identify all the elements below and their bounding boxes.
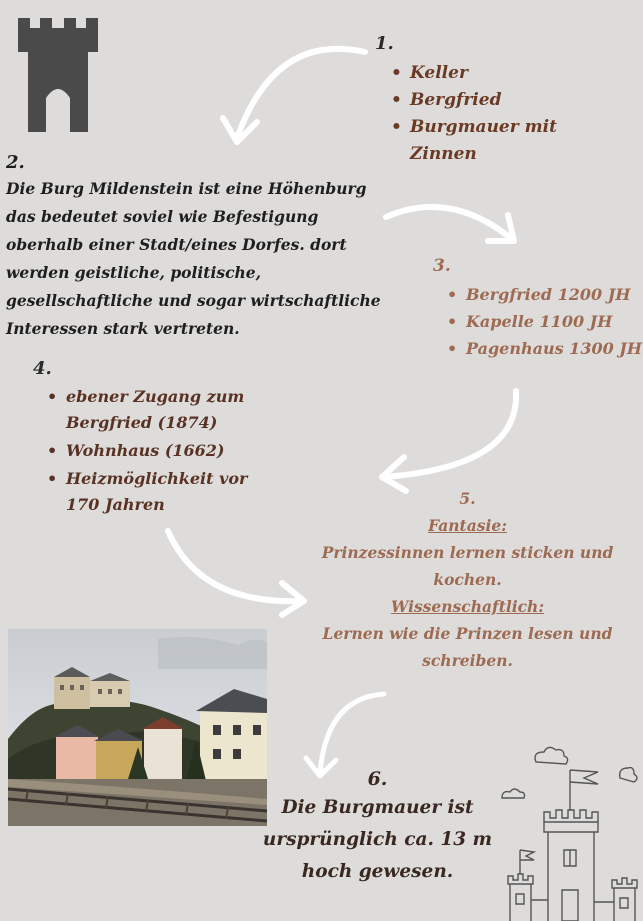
list-item: • Kapelle 1100 JH — [444, 308, 642, 335]
section-2 — [6, 152, 386, 343]
section-6-text: Die Burgmauer ist ursprünglich ca. 13 m hoch gewesen. — [262, 797, 493, 882]
list-item: • Wohnhaus (1662) — [44, 438, 334, 464]
curved-arrow-icon — [380, 195, 520, 255]
section-5 — [305, 485, 630, 674]
section-6 — [255, 768, 500, 888]
list-item: • Heizmöglichkeit vor 170 Jahren — [44, 466, 266, 518]
section-5-number: 5. — [459, 489, 476, 508]
section-2-text: Die Burg Mildenstein ist eine Höhenburg das bedeutet soviel wie Befestigung oberhalb einer Stadt/eines Dorfes. dort werden geistliche, politische, gesellschaftliche und sogar wirtschaftliche Interessen stark vertreten. — [6, 179, 381, 338]
section-5-heading-fantasy: Fantasie: — [428, 516, 507, 535]
section-1-list — [388, 60, 588, 168]
castle-line-drawing — [488, 740, 643, 921]
section-5-text-science: Lernen wie die Prinzen lesen und schreiben. — [322, 624, 613, 670]
castle-photo — [8, 629, 267, 826]
list-item: • Bergfried — [388, 87, 588, 114]
list-item: • Pagenhaus 1300 JH — [444, 335, 642, 362]
section-2-number: 2. — [6, 152, 25, 173]
section-3-number: 3. — [433, 256, 451, 276]
castle-tower-icon — [18, 18, 98, 132]
section-4-number: 4. — [33, 358, 52, 379]
list-item: • Bergfried 1200 JH — [444, 281, 642, 308]
list-item: • ebener Zugang zum Bergfried (1874) — [44, 384, 296, 436]
section-6-number: 6. — [367, 768, 388, 790]
curved-arrow-icon — [160, 525, 310, 620]
section-1-number: 1. — [375, 33, 394, 54]
section-3-list — [444, 281, 642, 362]
section-5-text-fantasy: Prinzessinnen lernen sticken und kochen. — [321, 543, 614, 589]
section-5-heading-science: Wissenschaftlich: — [390, 597, 545, 616]
list-item: • Burgmauer mit Zinnen — [388, 114, 560, 168]
list-item: • Keller — [388, 60, 588, 87]
curved-arrow-icon — [215, 38, 370, 153]
section-4-list — [44, 384, 334, 520]
curved-arrow-icon — [370, 385, 525, 495]
